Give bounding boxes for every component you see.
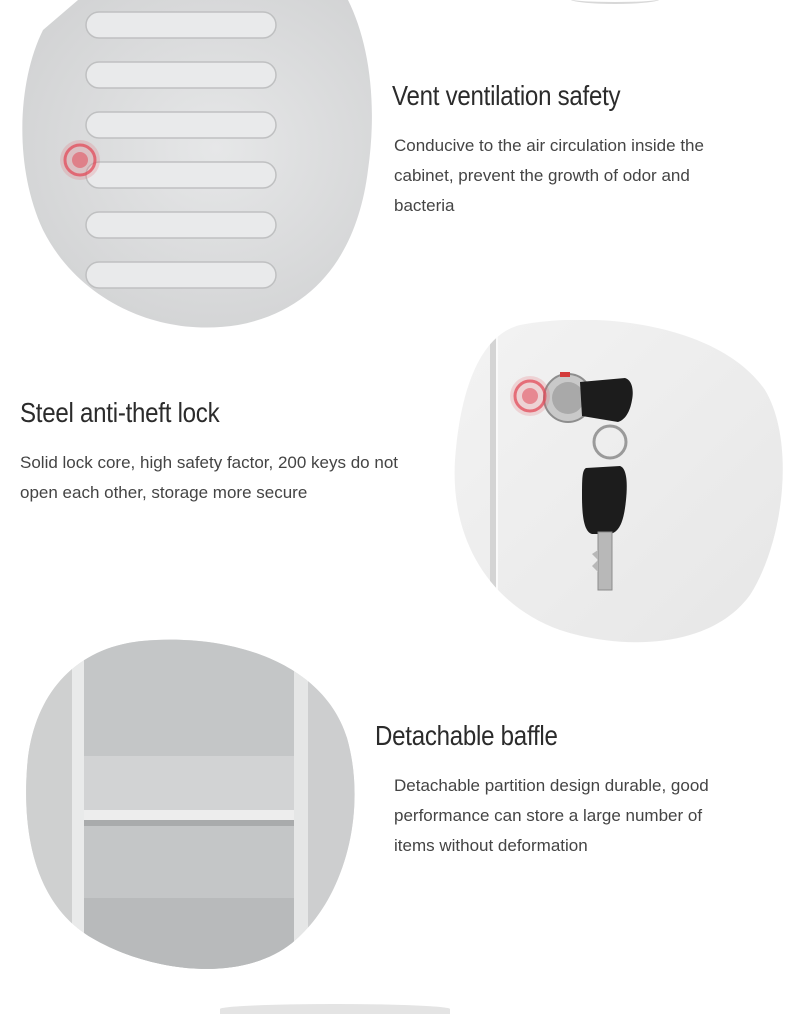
feature-description: Solid lock core, high safety factor, 200 keys do not open each other, storage more secure bbox=[20, 453, 398, 502]
feature-title: Vent ventilation safety bbox=[392, 80, 621, 111]
highlight-marker-icon bbox=[60, 140, 100, 180]
highlight-marker-icon bbox=[510, 376, 550, 416]
feature-title: Steel anti-theft lock bbox=[20, 397, 220, 428]
feature-description: Detachable partition design durable, good performance can store a large number of items without deformation bbox=[394, 776, 709, 855]
feature-title: Detachable baffle bbox=[375, 720, 558, 751]
next-section-edge bbox=[220, 1004, 450, 1014]
lock-photo bbox=[450, 320, 790, 650]
baffle-photo bbox=[22, 638, 362, 973]
feature-lock bbox=[0, 320, 800, 650]
feature-vent bbox=[0, 0, 800, 330]
feature-baffle bbox=[0, 638, 800, 978]
feature-description: Conducive to the air circulation inside the cabinet, prevent the growth of odor and bacteria bbox=[394, 136, 704, 215]
vent-photo bbox=[18, 0, 378, 330]
